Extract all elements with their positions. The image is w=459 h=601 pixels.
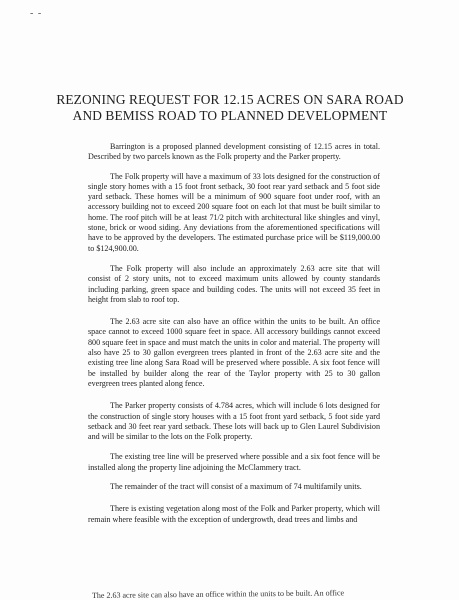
document-body xyxy=(88,142,380,534)
title-line-1: REZONING REQUEST FOR 12.15 ACRES ON SARA ROAD xyxy=(56,92,404,107)
paragraph-intro: Barrington is a proposed planned development consisting of 12.15 acres in total. Described by two parcels known as the Folk property and the Parker property. xyxy=(88,142,380,162)
bleed-through-footer-text: The 2.63 acre site can also have an office within the units to be built. An office xyxy=(91,588,345,600)
paragraph-folk-lots: The Folk property will have a maximum of 33 lots designed for the construction of single story homes with a 15 foot front setback, 30 foot rear yard setback and 5 foot side yard setback. These homes will be a minimum of 900 square foot under roof, with an accessory building not to exceed 200 square foot on each lot that must be built similar to home. The roof pitch will be at least 71/2 pitch with architectural like shingles and vinyl, stone, brick or wood siding. Any deviations from the aforementioned specifications will have to be approved by the developers. The estimated purchase price will be $119,000.00 to $124,900.00. xyxy=(88,171,380,253)
paragraph-vegetation: There is existing vegetation along most of the Folk and Parker property, which will remain where feasible with the exception of undergrowth, dead trees and limbs and xyxy=(88,504,380,524)
paragraph-tree-line: The existing tree line will be preserved where possible and a six foot fence will be installed along the property line adjoining the McClammery tract. xyxy=(88,452,380,472)
corner-scan-mark: - - xyxy=(30,8,43,19)
paragraph-folk-acre-site: The Folk property will also include an approximately 2.63 acre site that will consist of 2 story units, not to exceed maximum units allowed by county standards including parking, green space and building codes. The units will not exceed 35 feet in height from slab to roof top. xyxy=(88,263,380,304)
paragraph-office-space: The 2.63 acre site can also have an office within the units to be built. An office space cannot to exceed 1000 square feet in space. All accessory buildings cannot exceed 800 square feet in space and must match the units in color and material. The property will also have 25 to 30 gallon evergreen trees planted in front of the 2.63 acre site and the existing tree line along Sara Road will be preserved where possible. A six foot fence will be installed by builder along the rear of the Taylor property with 25 to 30 gallon evergreen trees planted along fence. xyxy=(88,317,380,388)
title-line-2: AND BEMISS ROAD TO PLANNED DEVELOPMENT xyxy=(72,108,388,123)
paragraph-remainder: The remainder of the tract will consist of a maximum of 74 multifamily units. xyxy=(110,482,362,492)
paragraph-parker-property: The Parker property consists of 4.784 acres, which will include 6 lots designed for the construction of single story houses with a 15 foot front yard setback, 5 foot side yard setback and 30 feet rear yard setback. These lots will back up to Glen Laurel Subdivision and will be similar to the lots on the Folk property. xyxy=(88,401,380,442)
document-title xyxy=(40,92,420,124)
